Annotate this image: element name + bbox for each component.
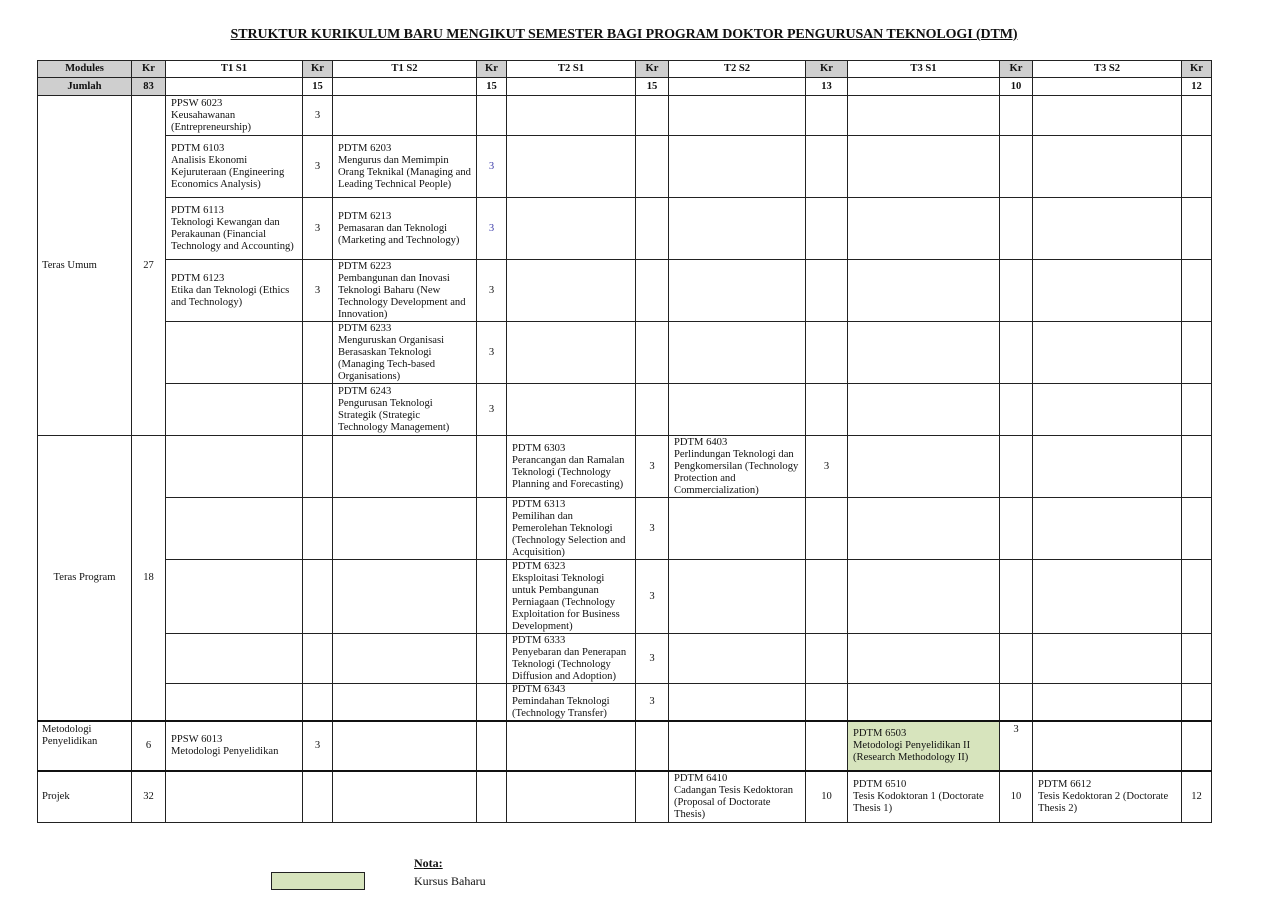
totals-row bbox=[38, 78, 1212, 96]
course-cell bbox=[333, 322, 477, 384]
empty-cell bbox=[477, 634, 507, 684]
table-row bbox=[38, 198, 1212, 260]
course-credits: 3 bbox=[477, 322, 507, 384]
course-code: PDTM 6410 bbox=[674, 773, 728, 785]
empty-cell bbox=[333, 560, 477, 634]
empty-cell bbox=[1033, 198, 1182, 260]
course-code: PDTM 6243 bbox=[338, 385, 392, 397]
empty-cell bbox=[477, 771, 507, 822]
course-code: PDTM 6103 bbox=[171, 142, 225, 154]
course-name: Eksploitasi Teknologi untuk Pembangunan Perniagaan (Technology Exploitation for Business Development) bbox=[512, 572, 620, 632]
empty-cell bbox=[806, 721, 848, 771]
course-name: Mengurus dan Memimpin Orang Teknikal (Managing and Leading Technical People) bbox=[338, 154, 471, 190]
course-code: PDTM 6403 bbox=[674, 436, 728, 448]
course-cell bbox=[507, 684, 636, 722]
empty-cell bbox=[636, 198, 669, 260]
course-cell bbox=[166, 136, 303, 198]
semester-total: 15 bbox=[477, 78, 507, 96]
empty-cell bbox=[166, 634, 303, 684]
empty-cell bbox=[636, 771, 669, 822]
empty-cell bbox=[848, 498, 1000, 560]
empty-cell bbox=[333, 634, 477, 684]
empty-cell bbox=[507, 136, 636, 198]
course-credits: 3 bbox=[636, 684, 669, 722]
course-cell bbox=[166, 260, 303, 322]
empty-cell bbox=[1000, 560, 1033, 634]
course-credits: 10 bbox=[806, 771, 848, 822]
header-cell: Kr bbox=[477, 61, 507, 78]
table-row bbox=[38, 560, 1212, 634]
header-cell: T1 S1 bbox=[166, 61, 303, 78]
course-name: Tesis Kedoktoran 2 (Doctorate Thesis 2) bbox=[1038, 791, 1169, 815]
course-credits: 10 bbox=[1000, 771, 1033, 822]
new-course-cell bbox=[848, 721, 1000, 771]
table-row bbox=[38, 322, 1212, 384]
course-cell bbox=[166, 96, 303, 136]
table-row bbox=[38, 498, 1212, 560]
empty-cell bbox=[848, 322, 1000, 384]
empty-cell bbox=[1033, 436, 1182, 498]
header-cell: Kr bbox=[636, 61, 669, 78]
course-credits: 3 bbox=[303, 260, 333, 322]
empty-cell bbox=[166, 384, 303, 436]
course-name: Cadangan Tesis Kedoktoran (Proposal of Doctorate Thesis) bbox=[674, 785, 794, 821]
header-cell: Kr bbox=[303, 61, 333, 78]
empty-cell bbox=[669, 634, 806, 684]
table-row bbox=[38, 436, 1212, 498]
course-code: PDTM 6303 bbox=[512, 442, 566, 454]
empty-cell bbox=[848, 560, 1000, 634]
empty-cell bbox=[1182, 96, 1212, 136]
course-cell bbox=[333, 384, 477, 436]
table-row bbox=[38, 771, 1212, 822]
course-credits: 3 bbox=[477, 260, 507, 322]
course-credits: 3 bbox=[1000, 721, 1033, 771]
empty-cell bbox=[636, 136, 669, 198]
empty-cell bbox=[507, 198, 636, 260]
empty-cell bbox=[636, 322, 669, 384]
empty-cell bbox=[166, 771, 303, 822]
header-cell: T3 S2 bbox=[1033, 61, 1182, 78]
table-row bbox=[38, 721, 1212, 771]
empty-cell bbox=[166, 560, 303, 634]
course-credits: 3 bbox=[303, 721, 333, 771]
table-row bbox=[38, 136, 1212, 198]
empty-cell bbox=[848, 634, 1000, 684]
empty-cell bbox=[477, 721, 507, 771]
header-cell: Kr bbox=[1182, 61, 1212, 78]
category-credits: 6 bbox=[132, 721, 166, 771]
empty-cell bbox=[1033, 721, 1182, 771]
empty-cell bbox=[636, 96, 669, 136]
course-name: Analisis Ekonomi Kejuruteraan (Engineering Economics Analysis) bbox=[171, 154, 285, 190]
empty-cell bbox=[848, 384, 1000, 436]
empty-cell bbox=[166, 436, 303, 498]
course-cell bbox=[507, 498, 636, 560]
course-cell bbox=[507, 436, 636, 498]
empty-cell bbox=[806, 260, 848, 322]
header-cell: Modules bbox=[38, 61, 132, 78]
empty-cell bbox=[333, 771, 477, 822]
empty-cell bbox=[1000, 260, 1033, 322]
header-cell: Kr bbox=[132, 61, 166, 78]
empty-cell bbox=[1000, 136, 1033, 198]
empty-cell bbox=[477, 498, 507, 560]
empty-cell bbox=[669, 498, 806, 560]
table-row bbox=[38, 260, 1212, 322]
course-code: PDTM 6223 bbox=[338, 260, 392, 272]
semester-total: 13 bbox=[806, 78, 848, 96]
course-name: Perancangan dan Ramalan Teknologi (Technology Planning and Forecasting) bbox=[512, 454, 625, 490]
header-cell: Kr bbox=[1000, 61, 1033, 78]
empty-cell bbox=[806, 560, 848, 634]
empty-cell bbox=[507, 260, 636, 322]
course-cell bbox=[848, 771, 1000, 822]
empty-cell bbox=[1182, 498, 1212, 560]
course-name: Teknologi Kewangan dan Perakaunan (Financial Technology and Accounting) bbox=[171, 216, 294, 252]
empty-cell bbox=[806, 634, 848, 684]
empty-cell bbox=[1000, 684, 1033, 722]
header-row bbox=[38, 61, 1212, 78]
category-credits: 27 bbox=[132, 96, 166, 436]
empty-cell bbox=[848, 436, 1000, 498]
course-code: PDTM 6113 bbox=[171, 204, 224, 216]
course-credits: 12 bbox=[1182, 771, 1212, 822]
total-credits: 83 bbox=[132, 78, 166, 96]
empty-cell bbox=[333, 436, 477, 498]
empty-cell bbox=[507, 384, 636, 436]
course-cell bbox=[1033, 771, 1182, 822]
empty-cell bbox=[477, 436, 507, 498]
empty-cell bbox=[848, 136, 1000, 198]
empty-cell bbox=[1000, 198, 1033, 260]
legend-swatch bbox=[271, 872, 365, 890]
category-teras-program: Teras Program bbox=[38, 436, 132, 722]
course-cell bbox=[333, 260, 477, 322]
header-cell: Kr bbox=[806, 61, 848, 78]
empty-cell bbox=[806, 384, 848, 436]
empty-cell bbox=[1000, 498, 1033, 560]
empty-cell bbox=[1182, 634, 1212, 684]
empty-cell bbox=[669, 198, 806, 260]
empty-cell bbox=[1182, 560, 1212, 634]
course-code: PDTM 6612 bbox=[1038, 779, 1092, 791]
empty-cell bbox=[1000, 436, 1033, 498]
table-row bbox=[38, 684, 1212, 722]
empty-cell bbox=[477, 560, 507, 634]
empty-cell bbox=[333, 721, 477, 771]
course-credits: 3 bbox=[636, 498, 669, 560]
empty-cell bbox=[806, 198, 848, 260]
empty-cell bbox=[848, 78, 1000, 96]
empty-cell bbox=[1000, 96, 1033, 136]
course-cell bbox=[166, 198, 303, 260]
course-code: PPSW 6013 bbox=[171, 734, 223, 746]
empty-cell bbox=[507, 721, 636, 771]
course-credits: 3 bbox=[477, 384, 507, 436]
empty-cell bbox=[1033, 498, 1182, 560]
empty-cell bbox=[669, 96, 806, 136]
semester-total: 12 bbox=[1182, 78, 1212, 96]
document-title: STRUKTUR KURIKULUM BARU MENGIKUT SEMESTER BAGI PROGRAM DOKTOR PENGURUSAN TEKNOLOGI (DTM) bbox=[230, 27, 1018, 42]
empty-cell bbox=[1033, 634, 1182, 684]
empty-cell bbox=[333, 498, 477, 560]
category-metodologi: Metodologi Penyelidikan bbox=[38, 721, 132, 771]
course-credits: 3 bbox=[806, 436, 848, 498]
empty-cell bbox=[1182, 136, 1212, 198]
course-credits: 3 bbox=[303, 136, 333, 198]
empty-cell bbox=[806, 498, 848, 560]
course-name: Metodologi Penyelidikan bbox=[171, 746, 279, 758]
empty-cell bbox=[1000, 384, 1033, 436]
empty-cell bbox=[1033, 322, 1182, 384]
course-code: PDTM 6510 bbox=[853, 779, 907, 791]
empty-cell bbox=[669, 384, 806, 436]
course-credits: 3 bbox=[303, 198, 333, 260]
empty-cell bbox=[507, 78, 636, 96]
course-credits: 3 bbox=[477, 136, 507, 198]
empty-cell bbox=[669, 721, 806, 771]
empty-cell bbox=[1033, 136, 1182, 198]
empty-cell bbox=[1000, 634, 1033, 684]
course-cell bbox=[333, 136, 477, 198]
course-credits: 3 bbox=[636, 634, 669, 684]
course-code: PDTM 6123 bbox=[171, 272, 225, 284]
empty-cell bbox=[303, 498, 333, 560]
empty-cell bbox=[636, 384, 669, 436]
empty-cell bbox=[303, 436, 333, 498]
course-name: Etika dan Teknologi (Ethics and Technology) bbox=[171, 284, 290, 308]
totals-label: Jumlah bbox=[38, 78, 132, 96]
course-code: PDTM 6333 bbox=[512, 634, 566, 646]
course-name: Tesis Kodoktoran 1 (Doctorate Thesis 1) bbox=[853, 791, 984, 815]
empty-cell bbox=[303, 634, 333, 684]
empty-cell bbox=[806, 684, 848, 722]
semester-total: 15 bbox=[636, 78, 669, 96]
course-credits: 3 bbox=[303, 96, 333, 136]
semester-total: 15 bbox=[303, 78, 333, 96]
course-code: PDTM 6313 bbox=[512, 498, 566, 510]
empty-cell bbox=[333, 96, 477, 136]
empty-cell bbox=[636, 260, 669, 322]
empty-cell bbox=[166, 322, 303, 384]
empty-cell bbox=[1033, 684, 1182, 722]
category-teras-umum: Teras Umum bbox=[38, 96, 132, 436]
header-cell: T2 S2 bbox=[669, 61, 806, 78]
empty-cell bbox=[669, 260, 806, 322]
course-credits: 3 bbox=[477, 198, 507, 260]
empty-cell bbox=[333, 78, 477, 96]
empty-cell bbox=[806, 96, 848, 136]
course-name: Perlindungan Teknologi dan Pengkomersilan (Technology Protection and Commercialization) bbox=[674, 448, 799, 496]
course-name: Menguruskan Organisasi Berasaskan Teknologi (Managing Tech-based Organisations) bbox=[338, 334, 445, 382]
empty-cell bbox=[303, 771, 333, 822]
course-code: PDTM 6233 bbox=[338, 322, 392, 334]
course-code: PDTM 6213 bbox=[338, 210, 392, 222]
curriculum-table bbox=[37, 60, 1212, 823]
course-code: PDTM 6343 bbox=[512, 684, 566, 696]
category-credits: 18 bbox=[132, 436, 166, 722]
course-name: Metodologi Penyelidikan II (Research Methodology II) bbox=[853, 740, 971, 764]
empty-cell bbox=[166, 498, 303, 560]
course-cell bbox=[333, 198, 477, 260]
empty-cell bbox=[1182, 198, 1212, 260]
empty-cell bbox=[303, 684, 333, 722]
empty-cell bbox=[166, 684, 303, 722]
empty-cell bbox=[303, 384, 333, 436]
empty-cell bbox=[1182, 260, 1212, 322]
course-name: Pemasaran dan Teknologi (Marketing and Technology) bbox=[338, 222, 460, 246]
empty-cell bbox=[333, 684, 477, 722]
empty-cell bbox=[1182, 322, 1212, 384]
empty-cell bbox=[303, 322, 333, 384]
course-name: Pemilihan dan Pemerolehan Teknologi (Technology Selection and Acquisition) bbox=[512, 510, 626, 558]
empty-cell bbox=[1033, 78, 1182, 96]
empty-cell bbox=[507, 322, 636, 384]
empty-cell bbox=[669, 684, 806, 722]
category-credits: 32 bbox=[132, 771, 166, 822]
empty-cell bbox=[636, 721, 669, 771]
header-cell: T2 S1 bbox=[507, 61, 636, 78]
empty-cell bbox=[1182, 436, 1212, 498]
empty-cell bbox=[806, 136, 848, 198]
empty-cell bbox=[848, 684, 1000, 722]
course-name: Pemindahan Teknologi (Technology Transfer) bbox=[512, 696, 610, 720]
empty-cell bbox=[1000, 322, 1033, 384]
table-row bbox=[38, 384, 1212, 436]
empty-cell bbox=[1033, 384, 1182, 436]
empty-cell bbox=[303, 560, 333, 634]
empty-cell bbox=[1182, 721, 1212, 771]
table-row bbox=[38, 96, 1212, 136]
empty-cell bbox=[477, 96, 507, 136]
course-code: PDTM 6503 bbox=[853, 728, 907, 740]
empty-cell bbox=[1182, 684, 1212, 722]
course-code: PDTM 6323 bbox=[512, 560, 566, 572]
course-name: Keusahawanan (Entrepreneurship) bbox=[171, 109, 252, 133]
course-cell bbox=[669, 436, 806, 498]
course-name: Penyebaran dan Penerapan Teknologi (Technology Diffusion and Adoption) bbox=[512, 646, 627, 682]
empty-cell bbox=[1033, 96, 1182, 136]
course-cell bbox=[166, 721, 303, 771]
course-name: Pengurusan Teknologi Strategik (Strategic Technology Management) bbox=[338, 397, 450, 433]
empty-cell bbox=[1033, 260, 1182, 322]
empty-cell bbox=[669, 560, 806, 634]
category-projek: Projek bbox=[38, 771, 132, 822]
course-cell bbox=[507, 560, 636, 634]
course-credits: 3 bbox=[636, 560, 669, 634]
empty-cell bbox=[669, 136, 806, 198]
empty-cell bbox=[848, 96, 1000, 136]
legend-label: Kursus Baharu bbox=[414, 874, 486, 888]
header-cell: T1 S2 bbox=[333, 61, 477, 78]
header-cell: T3 S1 bbox=[848, 61, 1000, 78]
empty-cell bbox=[1033, 560, 1182, 634]
empty-cell bbox=[848, 260, 1000, 322]
course-cell bbox=[507, 634, 636, 684]
empty-cell bbox=[848, 198, 1000, 260]
empty-cell bbox=[669, 78, 806, 96]
empty-cell bbox=[507, 96, 636, 136]
empty-cell bbox=[669, 322, 806, 384]
empty-cell bbox=[806, 322, 848, 384]
semester-total: 10 bbox=[1000, 78, 1033, 96]
course-name: Pembangunan dan Inovasi Teknologi Baharu (New Technology Development and Innovation) bbox=[338, 272, 466, 320]
course-credits: 3 bbox=[636, 436, 669, 498]
table-row bbox=[38, 634, 1212, 684]
empty-cell bbox=[1182, 384, 1212, 436]
empty-cell bbox=[166, 78, 303, 96]
course-code: PPSW 6023 bbox=[171, 97, 223, 109]
legend-heading: Nota: bbox=[414, 856, 443, 870]
empty-cell bbox=[477, 684, 507, 722]
empty-cell bbox=[507, 771, 636, 822]
course-code: PDTM 6203 bbox=[338, 142, 392, 154]
course-cell bbox=[669, 771, 806, 822]
